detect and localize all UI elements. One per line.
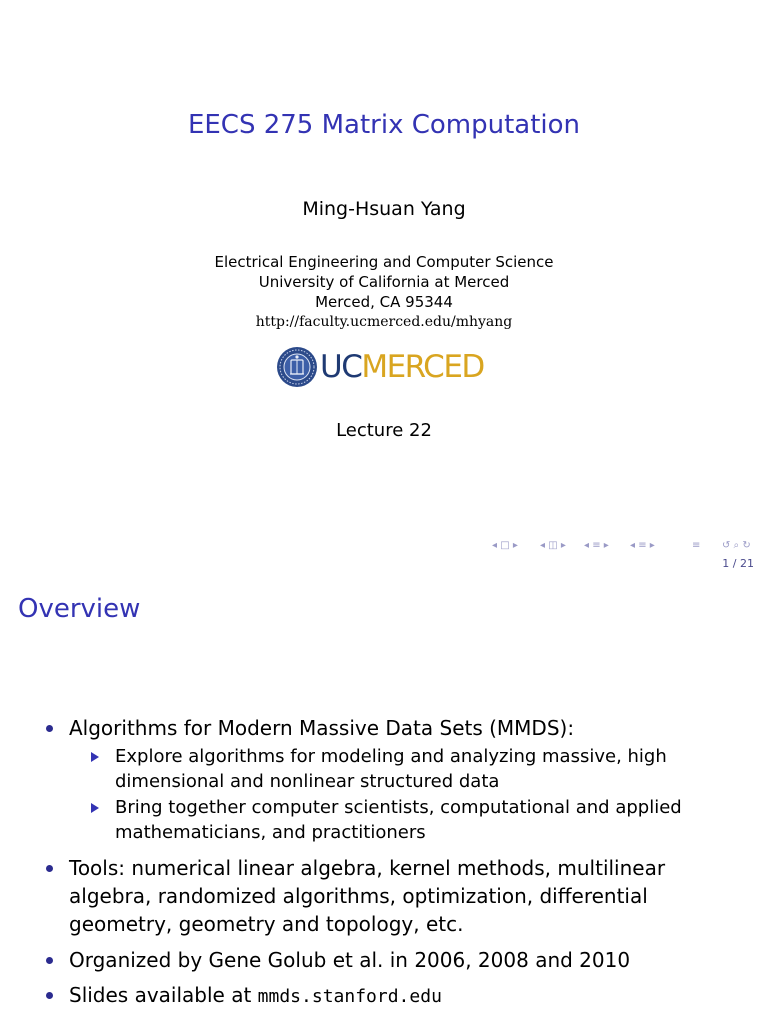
bullet-icon bbox=[46, 865, 53, 872]
nav-search-icon[interactable]: ↺ ⌕ ↻ bbox=[722, 540, 751, 551]
frame-title: Overview bbox=[18, 594, 141, 624]
list-item bbox=[69, 981, 749, 1011]
nav-subsection-icon[interactable]: ◂ ≡ ▸ bbox=[584, 540, 609, 551]
list-item-text: Slides available at bbox=[69, 983, 258, 1007]
slide-title: EECS 275 Matrix Computation bbox=[187, 110, 581, 140]
uc-seal-icon bbox=[276, 346, 318, 388]
list-item bbox=[69, 854, 749, 938]
logo-merced-text: MERCED bbox=[361, 349, 484, 385]
sub-list-item bbox=[115, 795, 715, 845]
nav-frame-icon[interactable]: ◂ ◫ ▸ bbox=[540, 540, 566, 551]
sub-list-item-text: Explore algorithms for modeling and analyzing massive, high dimensional and nonlinear structured data bbox=[115, 746, 667, 792]
list-item bbox=[69, 714, 749, 742]
nav-section-icon[interactable]: ◂ ≡ ▸ bbox=[630, 540, 655, 551]
bullet-icon bbox=[46, 992, 53, 999]
sub-list-item bbox=[115, 744, 715, 794]
slides-url[interactable]: mmds.stanford.edu bbox=[257, 986, 442, 1007]
nav-slide-icon[interactable]: ≡ bbox=[692, 540, 701, 551]
logo-uc-text: UC bbox=[320, 349, 362, 385]
lecture-number: Lecture 22 bbox=[336, 420, 432, 441]
affiliation-department: Electrical Engineering and Computer Science bbox=[214, 253, 554, 271]
list-item-text: Organized by Gene Golub et al. in 2006, 2008 and 2010 bbox=[69, 948, 631, 972]
affiliation-address: Merced, CA 95344 bbox=[315, 293, 453, 311]
triangle-bullet-icon bbox=[91, 752, 99, 762]
triangle-bullet-icon bbox=[91, 803, 99, 813]
list-item-text: Tools: numerical linear algebra, kernel methods, multilinear algebra, randomized algorithms, optimization, differential geometry, geometry and topology, etc. bbox=[69, 856, 666, 936]
list-item-text: Algorithms for Modern Massive Data Sets (MMDS): bbox=[69, 716, 575, 740]
overview-slide bbox=[0, 578, 768, 1024]
affiliation bbox=[0, 252, 768, 332]
bullet-icon bbox=[46, 957, 53, 964]
author-name: Ming-Hsuan Yang bbox=[302, 198, 466, 220]
beamer-navigation-bar bbox=[492, 539, 764, 553]
bullet-icon bbox=[46, 725, 53, 732]
nav-first-frame-icon[interactable]: ◂ □ ▸ bbox=[492, 540, 518, 551]
sub-list-item-text: Bring together computer scientists, computational and applied mathematicians, and practitioners bbox=[115, 797, 682, 843]
list-item bbox=[69, 946, 749, 974]
ucmerced-logo bbox=[276, 344, 496, 390]
author-url[interactable]: http://faculty.ucmerced.edu/mhyang bbox=[255, 314, 513, 330]
page-number: 1 / 21 bbox=[722, 557, 754, 570]
affiliation-university: University of California at Merced bbox=[258, 273, 510, 291]
